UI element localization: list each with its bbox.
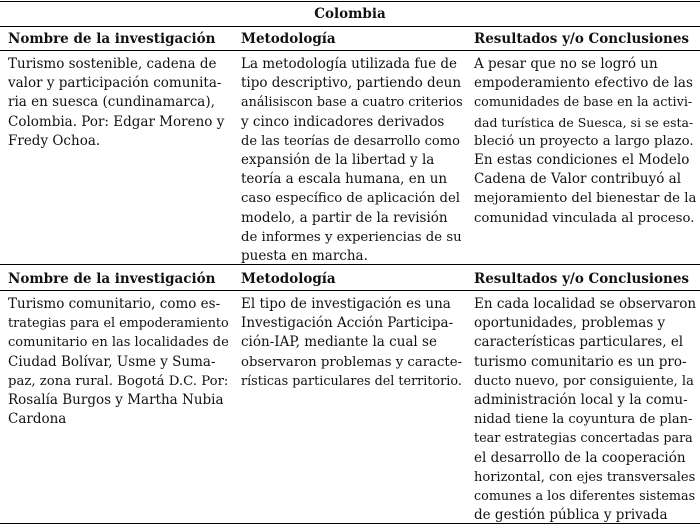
header-methodology: Metodología [241, 31, 336, 47]
text-line: rísticas particulares del territorio. [241, 373, 462, 389]
text-line: Fredy Ochoa. [8, 132, 101, 149]
text-line: comunidades de base en la activi- [474, 95, 693, 111]
text-line: comunes a los diferentes sistemas [474, 489, 696, 505]
text-line: comunitario en las localidades de [8, 335, 229, 351]
table-title: Colombia [314, 6, 386, 22]
text-line: tipo descriptivo, partiendo deun [241, 75, 462, 92]
cell-methodology [241, 295, 463, 391]
header-investigation-name: Nombre de la investigación [8, 271, 216, 287]
text-line: ducto nuevo, por consiguiente, la [474, 373, 694, 389]
title-rule [0, 26, 700, 27]
section-rule [0, 264, 700, 265]
text-line: Colombia. Por: Edgar Moreno y [8, 113, 225, 130]
text-line: de gestión pública y privada [474, 507, 668, 524]
text-line: modelo, a partir de la revisión [241, 209, 448, 226]
cell-methodology [241, 55, 463, 266]
text-line: de las teorías de desarrollo como [241, 133, 460, 149]
text-line: oportunidades, problemas y [474, 315, 666, 332]
text-line: Rosalía Burgos y Martha Nubia [8, 392, 224, 409]
text-line: caso específico de aplicación del [241, 191, 461, 207]
text-line: valor y participación comunita- [8, 75, 222, 92]
header-investigation-name: Nombre de la investigación [8, 31, 216, 47]
header-results: Resultados y/o Conclusiones [474, 31, 690, 47]
text-line: En cada localidad se observaron [474, 296, 697, 312]
text-line: ria en suesca (cundinamarca), [8, 94, 215, 111]
text-line: características particulares, el [474, 334, 684, 351]
text-line: En estas condiciones el Modelo [474, 152, 690, 169]
text-line: Turismo comunitario, como es- [8, 296, 221, 312]
text-line: administración local y la comu- [474, 392, 688, 409]
text-line: turismo comunitario es un pro- [474, 353, 687, 370]
text-line: Turismo sostenible, cadena de [8, 56, 217, 72]
header-results: Resultados y/o Conclusiones [474, 271, 690, 287]
text-line: Investigación Acción Participa- [241, 315, 454, 332]
cell-investigation-name [8, 55, 230, 151]
text-line: el desarrollo de la cooperación [474, 449, 686, 466]
cell-results [474, 295, 696, 525]
bottom-rule [0, 523, 700, 524]
header-rule [0, 50, 700, 51]
text-line: La metodología utilizada fue de [241, 56, 457, 72]
text-line: mejoramiento del bienestar de la [474, 191, 697, 207]
text-line: expansión de la libertad y la [241, 152, 435, 169]
cell-investigation-name [8, 295, 230, 429]
text-line: A pesar que no se logró un [474, 56, 658, 72]
text-line: observaron problemas y caracte- [241, 354, 463, 370]
top-rule [0, 1, 700, 2]
cell-results [474, 55, 696, 228]
text-line: Cadena de Valor contribuyó al [474, 171, 682, 188]
text-line: El tipo de investigación es una [241, 296, 451, 312]
text-line: Ciudad Bolívar, Usme y Suma- [8, 353, 216, 370]
text-line: ción-IAP, mediante la cual se [241, 334, 437, 351]
header-rule [0, 290, 700, 291]
text-line: empoderamiento efectivo de las [474, 75, 693, 92]
text-line: comunidad vinculada al proceso. [474, 210, 695, 226]
text-line: puesta en marcha. [241, 248, 368, 265]
text-line: trategias para el empoderamiento [8, 316, 229, 332]
header-methodology: Metodología [241, 271, 336, 287]
text-line: Cardona [8, 411, 67, 428]
text-line: paz, zona rural. Bogotá D.C. Por: [8, 373, 229, 389]
text-line: horizontal, con ejes transversales [474, 469, 696, 485]
text-line: teoría a escala humana, en un [241, 171, 448, 188]
text-line: dad turística de Suesca, si se esta- [474, 114, 694, 130]
text-line: análisiscon base a cuatro criterios [241, 95, 463, 111]
text-line: de informes y experiencias de su [241, 229, 462, 245]
text-line: tear estrategias concertadas para [474, 431, 693, 447]
text-line: bleció un proyecto a largo plazo. [474, 133, 694, 149]
text-line: y cinco indicadores derivados [241, 113, 445, 130]
text-line: nidad tiene la coyuntura de plan- [474, 412, 693, 428]
